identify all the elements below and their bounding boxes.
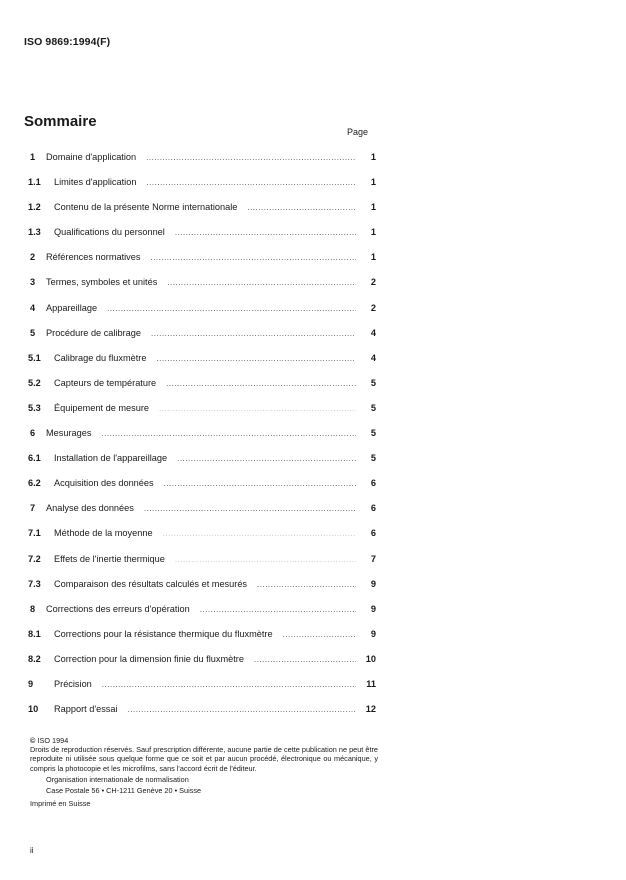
toc-entry-number: 10 — [28, 704, 39, 715]
toc-entry-page: 12 — [365, 704, 376, 715]
organization-name: Organisation internationale de normalisation — [46, 774, 189, 784]
toc-entry-title: Correction pour la dimension finie du fluxmètre — [54, 653, 244, 664]
toc-entry[interactable] — [24, 672, 376, 697]
toc-entry[interactable] — [24, 321, 376, 346]
toc-entry-number: 5 — [30, 327, 36, 338]
toc-leader-dots — [159, 396, 356, 421]
toc-entry-number: 8.1 — [28, 628, 41, 639]
toc-entry-title: Corrections des erreurs d'opération — [46, 603, 190, 614]
toc-entry[interactable] — [24, 170, 376, 195]
toc-entry[interactable] — [24, 496, 376, 521]
toc-entry-number: 5.1 — [28, 352, 41, 363]
toc-leader-dots — [177, 446, 356, 471]
toc-entry-page: 10 — [365, 653, 376, 664]
toc-entry-number: 3 — [30, 277, 36, 288]
toc-entry-number: 7 — [30, 503, 36, 514]
toc-entry-page: 1 — [370, 227, 376, 238]
toc-leader-dots — [200, 597, 356, 622]
toc-entry-number: 7.3 — [28, 578, 41, 589]
toc-leader-dots — [150, 245, 356, 270]
toc-entry[interactable] — [24, 697, 376, 722]
toc-entry[interactable] — [24, 371, 376, 396]
toc-entry-page: 1 — [370, 177, 376, 188]
toc-entry-title: Acquisition des données — [54, 478, 154, 489]
toc-leader-dots — [166, 371, 356, 396]
toc-entry[interactable] — [24, 396, 376, 421]
toc-entry-page: 5 — [370, 377, 376, 388]
toc-entry-title: Effets de l'inertie thermique — [54, 553, 165, 564]
toc-entry-title: Appareillage — [46, 302, 98, 313]
toc-entry-title: Corrections pour la résistance thermique du fluxmètre — [54, 628, 273, 639]
toc-leader-dots — [101, 421, 356, 446]
toc-entry-title: Équipement de mesure — [54, 402, 149, 413]
toc-entry-number: 1 — [30, 152, 36, 162]
toc-entry-page: 1 — [370, 152, 376, 162]
toc-entry[interactable] — [24, 521, 376, 546]
toc-entry-number: 4 — [30, 302, 36, 313]
toc-entry[interactable] — [24, 346, 376, 371]
toc-entry[interactable] — [24, 296, 376, 321]
toc-entry-number: 5.2 — [28, 377, 41, 388]
toc-entry-title: Capteurs de température — [54, 377, 157, 388]
toc-leader-dots — [283, 622, 356, 647]
toc-entry-page: 1 — [370, 252, 376, 263]
copyright-block — [30, 736, 378, 808]
toc-entry-number: 7.2 — [28, 553, 41, 564]
toc-entry-page: 1 — [370, 202, 376, 213]
toc-entry[interactable] — [24, 145, 376, 170]
toc-entry-number: 6.1 — [28, 453, 41, 464]
toc-leader-dots — [254, 647, 356, 672]
toc-entry[interactable] — [24, 421, 376, 446]
toc-entry-title: Installation de l'appareillage — [54, 453, 168, 464]
toc-entry-title: Mesurages — [46, 428, 92, 439]
toc-leader-dots — [175, 547, 356, 572]
toc-entry-page: 5 — [370, 453, 376, 464]
toc-entry-page: 2 — [370, 277, 376, 288]
toc-leader-dots — [163, 521, 356, 546]
toc-entry-title: Contenu de la présente Norme internationale — [54, 202, 238, 213]
toc-entry-page: 9 — [370, 578, 376, 589]
toc-entry-title: Méthode de la moyenne — [54, 528, 153, 539]
toc-entry[interactable] — [24, 195, 376, 220]
toc-leader-dots — [146, 170, 356, 195]
toc-entry-number: 6.2 — [28, 478, 41, 489]
printed-in: Imprimé en Suisse — [30, 799, 91, 809]
toc-entry[interactable] — [24, 471, 376, 496]
toc-entry[interactable] — [24, 245, 376, 270]
toc-entry-number: 6 — [30, 428, 36, 439]
toc-leader-dots — [107, 296, 356, 321]
toc-leader-dots — [257, 572, 356, 597]
toc-leader-dots — [151, 321, 356, 346]
toc-leader-dots — [128, 697, 356, 722]
toc-entry-title: Procédure de calibrage — [46, 327, 141, 338]
toc-leader-dots — [102, 672, 356, 697]
toc-leader-dots — [146, 145, 356, 170]
toc-entry-page: 6 — [370, 503, 376, 514]
rights-notice: Droits de reproduction réservés. Sauf prescription différente, aucune partie de cette publication ne peut être reproduite ni utilisée sous quelque forme que ce soit et par aucun procédé, électronique ou mécanique, y compris la photocopie et les microfilms, sans l'accord écrit de l'éditeur. — [30, 745, 378, 773]
toc-entry-page: 9 — [370, 628, 376, 639]
toc-entry-page: 9 — [370, 603, 376, 614]
toc-entry-page: 11 — [366, 678, 376, 689]
toc-entry[interactable] — [24, 220, 376, 245]
page-number: ii — [30, 846, 34, 855]
page-column-label: Page — [347, 127, 369, 137]
table-of-contents — [24, 145, 376, 722]
toc-entry-number: 9 — [28, 678, 34, 689]
toc-entry-number: 1.3 — [28, 227, 41, 238]
copyright-line — [30, 736, 378, 745]
toc-leader-dots — [156, 346, 356, 371]
toc-entry-page: 6 — [370, 478, 376, 489]
toc-entry-page: 5 — [370, 428, 376, 439]
toc-entry-title: Calibrage du fluxmètre — [54, 352, 147, 363]
toc-leader-dots — [247, 195, 356, 220]
organization-address: Case Postale 56 • CH-1211 Genève 20 • Suisse — [46, 786, 202, 796]
toc-entry[interactable] — [24, 446, 376, 471]
toc-entry-title: Références normatives — [46, 252, 141, 263]
toc-entry-page: 2 — [370, 302, 376, 313]
toc-leader-dots — [175, 220, 356, 245]
toc-entry-page: 7 — [370, 553, 376, 564]
toc-entry[interactable] — [24, 270, 376, 295]
toc-entry[interactable] — [24, 622, 376, 647]
toc-entry-page: 6 — [370, 528, 376, 539]
toc-entry-title: Qualifications du personnel — [54, 227, 165, 238]
toc-entry-page: 4 — [370, 327, 376, 338]
toc-entry-title: Analyse des données — [46, 503, 134, 514]
toc-entry-title: Rapport d'essai — [54, 704, 118, 715]
document-id: ISO 9869:1994(F) — [24, 36, 111, 48]
toc-entry-number: 5.3 — [28, 402, 41, 413]
toc-entry-title: Domaine d'application — [46, 152, 137, 162]
toc-entry[interactable] — [24, 597, 376, 622]
toc-entry-number: 7.1 — [28, 528, 41, 539]
toc-entry-title: Limites d'application — [54, 177, 137, 188]
toc-entry[interactable] — [24, 547, 376, 572]
toc-entry-title: Termes, symboles et unités — [46, 277, 158, 288]
toc-title: Sommaire — [24, 113, 97, 130]
toc-leader-dots — [164, 471, 356, 496]
toc-leader-dots — [144, 496, 356, 521]
toc-entry-page: 4 — [370, 352, 376, 363]
toc-entry-number: 8.2 — [28, 653, 41, 664]
toc-leader-dots — [167, 270, 356, 295]
toc-entry-number: 8 — [30, 603, 36, 614]
toc-entry[interactable] — [24, 572, 376, 597]
toc-entry-title: Comparaison des résultats calculés et mesurés — [54, 578, 248, 589]
toc-entry-page: 5 — [370, 402, 376, 413]
toc-entry-number: 2 — [30, 252, 36, 263]
toc-entry-number: 1.1 — [28, 177, 41, 188]
copyright-text: ISO 1994 — [37, 736, 69, 745]
toc-entry-number: 1.2 — [28, 202, 41, 213]
toc-entry-title: Précision — [54, 678, 92, 689]
toc-entry[interactable] — [24, 647, 376, 672]
copyright-symbol: © — [30, 736, 36, 745]
